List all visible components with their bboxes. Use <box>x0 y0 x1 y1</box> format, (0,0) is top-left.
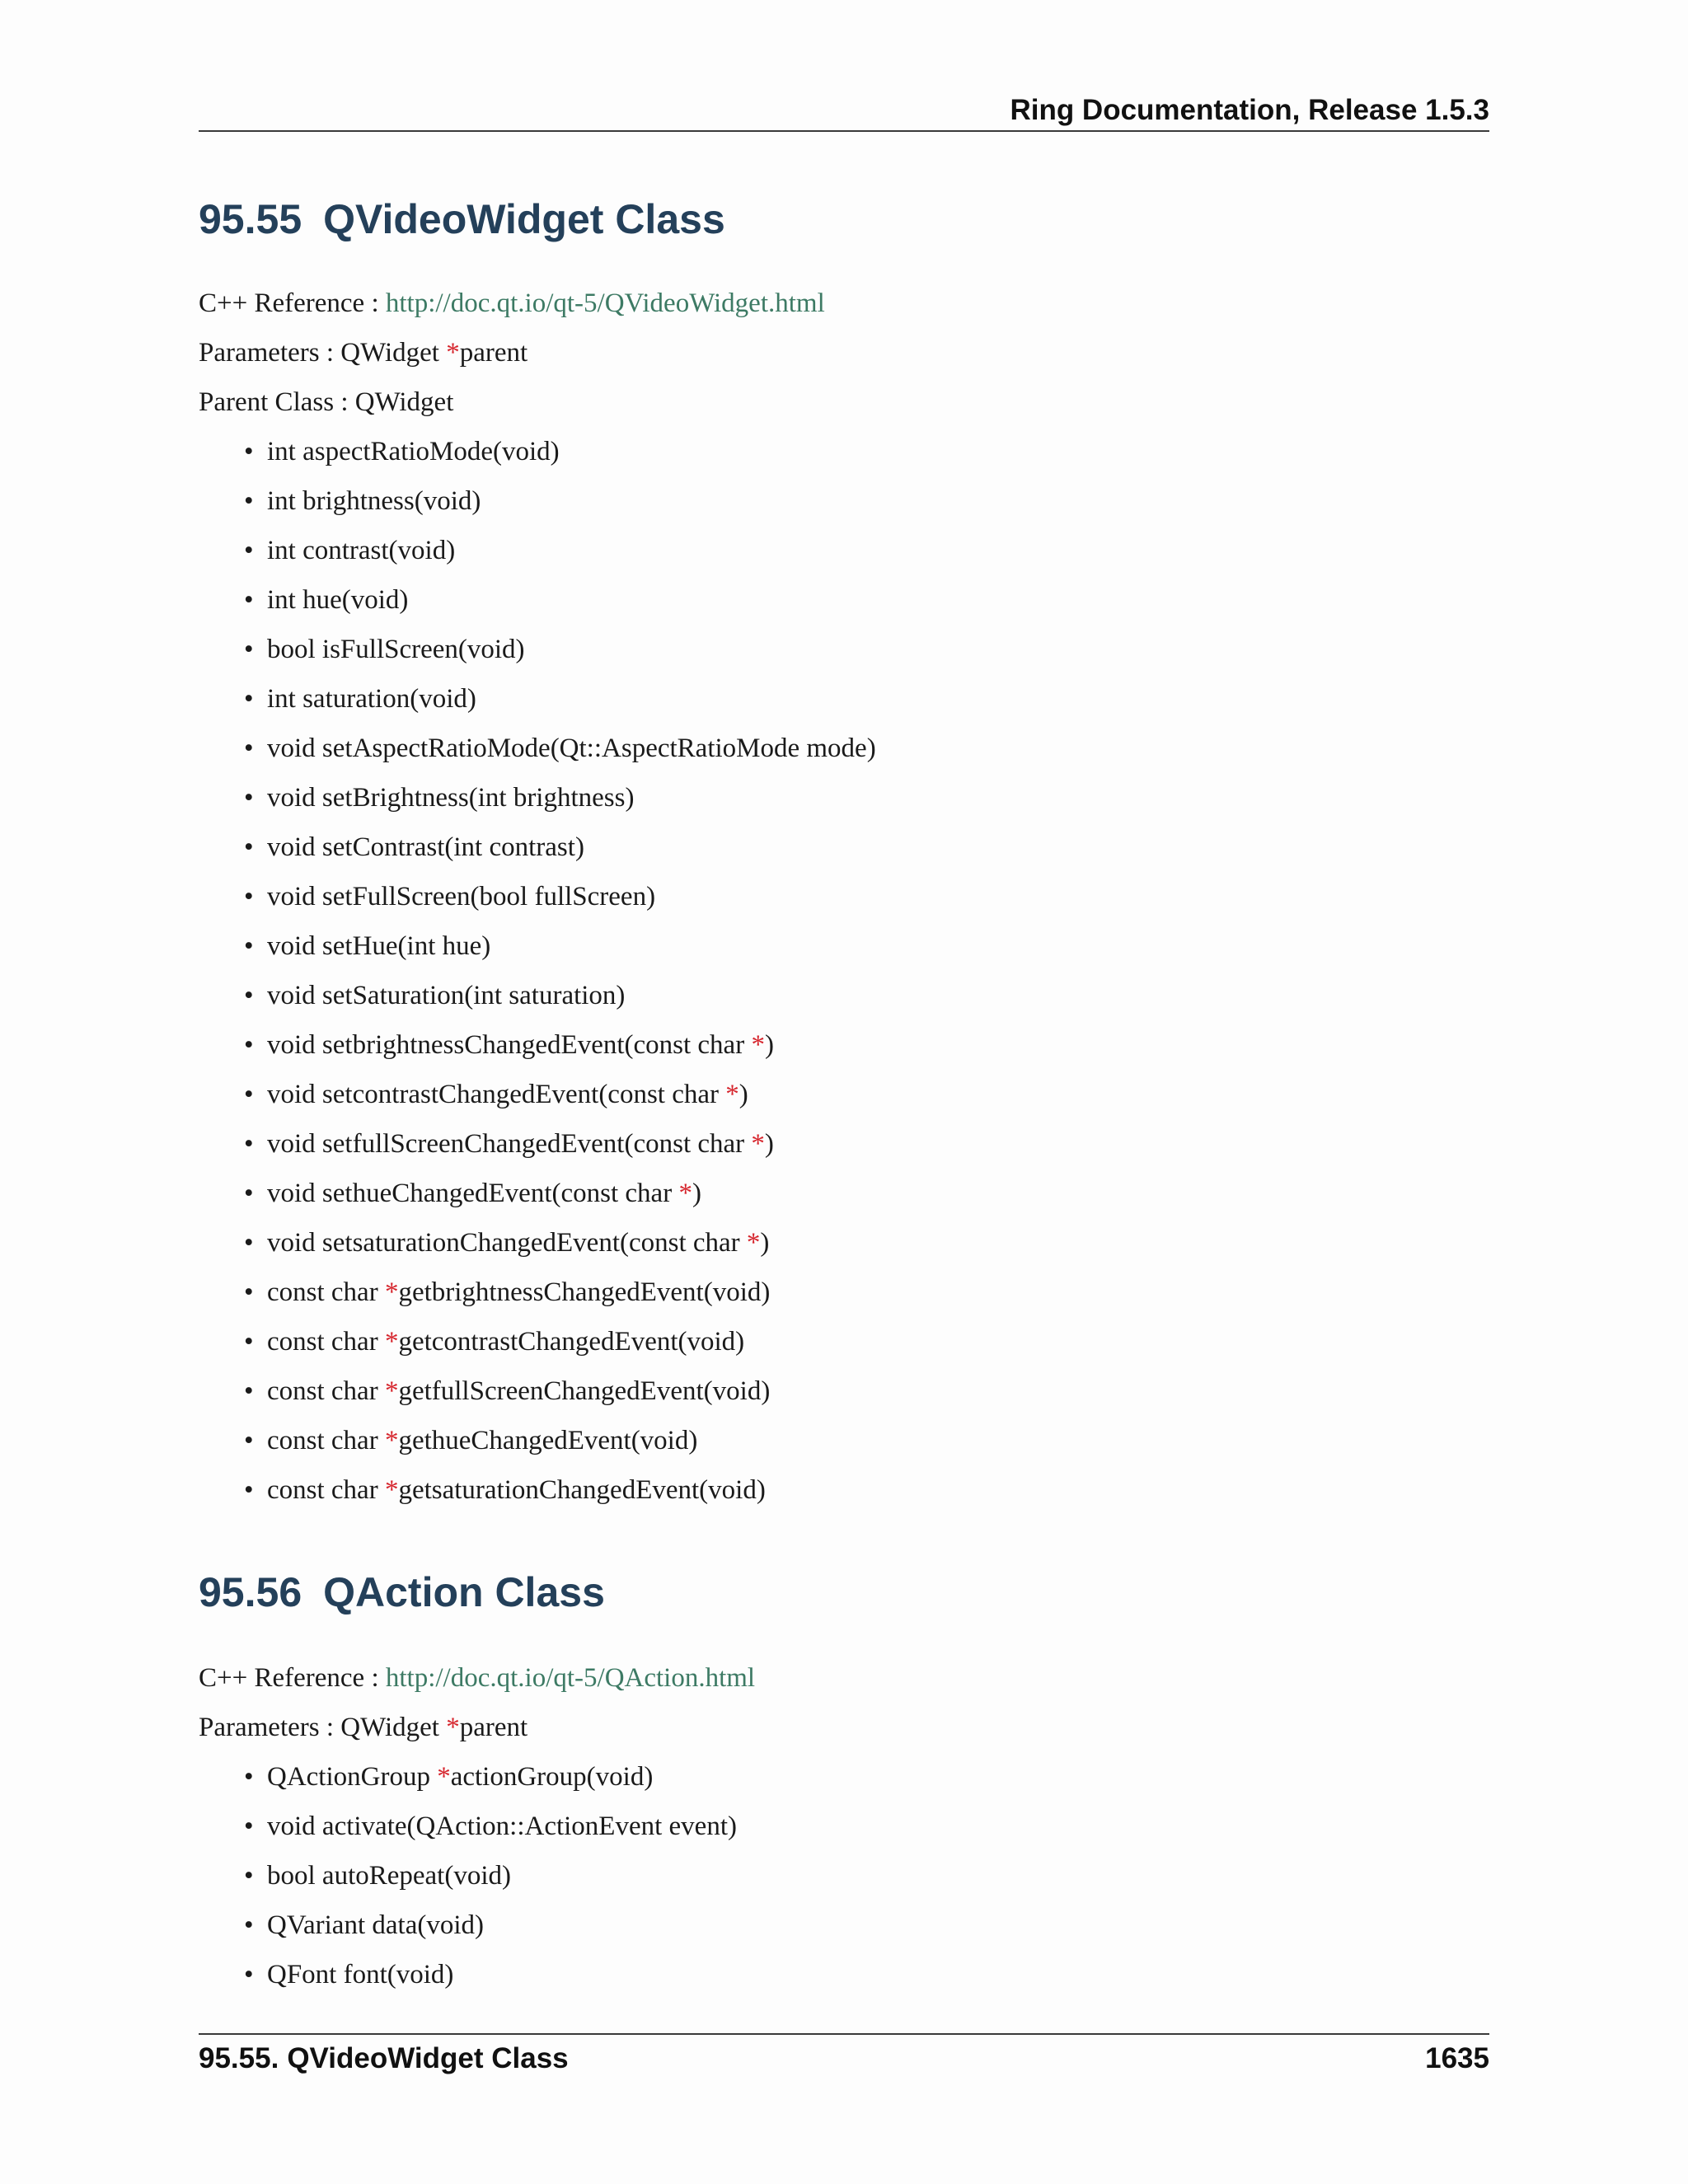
method-item <box>199 1078 876 1127</box>
parent-class-value: QWidget <box>354 387 454 417</box>
bullet-icon: • <box>244 536 254 565</box>
method-text: const char <box>267 1426 385 1455</box>
method-item <box>199 1859 737 1909</box>
method-text-suffix: ) <box>760 1228 770 1258</box>
bullet-icon: • <box>244 1861 254 1891</box>
method-list-qvideowidget <box>199 435 876 1523</box>
bullet-icon: • <box>244 882 254 912</box>
bullet-icon: • <box>244 1327 254 1357</box>
parent-class-line <box>199 386 453 419</box>
method-item <box>199 435 876 485</box>
cpp-reference-link[interactable]: http://doc.qt.io/qt-5/QAction.html <box>385 1663 756 1693</box>
method-text-suffix: ) <box>764 1129 774 1159</box>
pointer-asterisk: * <box>384 1426 399 1455</box>
pointer-asterisk: * <box>725 1080 739 1109</box>
cpp-reference-label: C++ Reference : <box>199 1663 386 1693</box>
method-text: int saturation(void) <box>267 684 476 714</box>
bullet-icon: • <box>244 585 254 615</box>
pointer-asterisk: * <box>384 1277 399 1307</box>
method-item <box>199 1276 876 1325</box>
method-item <box>199 485 876 534</box>
method-item <box>199 1375 876 1424</box>
method-text: QActionGroup <box>267 1762 438 1792</box>
section-heading-qvideowidget <box>199 194 725 244</box>
header-rule <box>199 130 1489 132</box>
method-item <box>199 732 876 781</box>
parameters-name: parent <box>459 1713 528 1742</box>
bullet-icon: • <box>244 981 254 1010</box>
parameters-type: QWidget <box>340 1713 447 1742</box>
method-text-suffix: getbrightnessChangedEvent(void) <box>398 1277 771 1307</box>
running-footer-section <box>199 2041 569 2077</box>
method-text-suffix: ) <box>692 1179 701 1208</box>
method-item <box>199 1760 737 1810</box>
bullet-icon: • <box>244 931 254 961</box>
method-text-suffix: getsaturationChangedEvent(void) <box>398 1475 766 1505</box>
method-text: void activate(QAction::ActionEvent event) <box>267 1811 737 1841</box>
pointer-asterisk: * <box>751 1129 765 1159</box>
method-list-qaction <box>199 1760 737 2008</box>
method-item <box>199 1958 737 2008</box>
method-text: void setBrightness(int brightness) <box>267 783 635 813</box>
method-text: void setSaturation(int saturation) <box>267 981 626 1010</box>
footer-section-number: 95.55. <box>199 2042 279 2074</box>
method-text: void setAspectRatioMode(Qt::AspectRatioMode mode) <box>267 733 876 763</box>
section-title: QVideoWidget Class <box>323 196 725 242</box>
method-text-suffix: ) <box>738 1080 748 1109</box>
method-item <box>199 880 876 930</box>
bullet-icon: • <box>244 1277 254 1307</box>
bullet-icon: • <box>244 832 254 862</box>
parameters-type: QWidget <box>340 338 447 368</box>
method-text: const char <box>267 1475 385 1505</box>
method-item <box>199 979 876 1029</box>
method-text: QVariant data(void) <box>267 1910 484 1940</box>
method-text: int hue(void) <box>267 585 409 615</box>
method-item <box>199 682 876 732</box>
bullet-icon: • <box>244 783 254 813</box>
method-item <box>199 1177 876 1226</box>
pointer-asterisk: * <box>384 1327 399 1357</box>
parameters-line <box>199 336 528 369</box>
pointer-asterisk: * <box>446 1713 460 1742</box>
cpp-reference-label: C++ Reference : <box>199 288 386 318</box>
bullet-icon: • <box>244 684 254 714</box>
bullet-icon: • <box>244 1376 254 1406</box>
running-header: Ring Documentation, Release 1.5.3 <box>1010 94 1489 126</box>
method-item <box>199 1127 876 1177</box>
section-number: 95.56 <box>199 1569 302 1615</box>
parameters-label: Parameters : <box>199 338 341 368</box>
method-text: void setsaturationChangedEvent(const char <box>267 1228 747 1258</box>
method-text-suffix: gethueChangedEvent(void) <box>398 1426 698 1455</box>
bullet-icon: • <box>244 1080 254 1109</box>
bullet-icon: • <box>244 1762 254 1792</box>
method-item <box>199 1810 737 1859</box>
method-text-suffix: getcontrastChangedEvent(void) <box>398 1327 745 1357</box>
method-text: void sethueChangedEvent(const char <box>267 1179 679 1208</box>
method-text: int aspectRatioMode(void) <box>267 437 560 466</box>
method-text-suffix: ) <box>764 1030 774 1060</box>
bullet-icon: • <box>244 486 254 516</box>
cpp-reference-line <box>199 1661 755 1694</box>
pointer-asterisk: * <box>384 1376 399 1406</box>
parameters-name: parent <box>459 338 528 368</box>
bullet-icon: • <box>244 1475 254 1505</box>
method-text: void setFullScreen(bool fullScreen) <box>267 882 656 912</box>
method-item <box>199 781 876 831</box>
bullet-icon: • <box>244 635 254 664</box>
bullet-icon: • <box>244 1426 254 1455</box>
section-title: QAction Class <box>323 1569 605 1615</box>
method-item <box>199 1029 876 1078</box>
footer-section-title: QVideoWidget Class <box>287 2042 569 2074</box>
bullet-icon: • <box>244 1129 254 1159</box>
method-item <box>199 583 876 633</box>
method-text: const char <box>267 1277 385 1307</box>
bullet-icon: • <box>244 1811 254 1841</box>
method-text: void setHue(int hue) <box>267 931 491 961</box>
section-number: 95.55 <box>199 196 302 242</box>
pointer-asterisk: * <box>384 1475 399 1505</box>
method-item <box>199 1474 876 1523</box>
bullet-icon: • <box>244 1910 254 1940</box>
bullet-icon: • <box>244 437 254 466</box>
bullet-icon: • <box>244 1228 254 1258</box>
method-item <box>199 633 876 682</box>
bullet-icon: • <box>244 1179 254 1208</box>
bullet-icon: • <box>244 1030 254 1060</box>
method-text: void setbrightnessChangedEvent(const char <box>267 1030 752 1060</box>
method-text: void setcontrastChangedEvent(const char <box>267 1080 726 1109</box>
method-text: bool isFullScreen(void) <box>267 635 525 664</box>
method-text: void setfullScreenChangedEvent(const char <box>267 1129 752 1159</box>
method-item <box>199 1424 876 1474</box>
page-number: 1635 <box>1425 2042 1489 2074</box>
pointer-asterisk: * <box>446 338 460 368</box>
method-text: QFont font(void) <box>267 1960 454 1990</box>
method-item <box>199 1325 876 1375</box>
pointer-asterisk: * <box>437 1762 451 1792</box>
cpp-reference-link[interactable]: http://doc.qt.io/qt-5/QVideoWidget.html <box>385 288 825 318</box>
parameters-label: Parameters : <box>199 1713 341 1742</box>
method-item <box>199 1226 876 1276</box>
method-text: const char <box>267 1327 385 1357</box>
method-text: const char <box>267 1376 385 1406</box>
parent-class-label: Parent Class : <box>199 387 355 417</box>
method-item <box>199 534 876 583</box>
pointer-asterisk: * <box>678 1179 692 1208</box>
method-text: bool autoRepeat(void) <box>267 1861 512 1891</box>
pointer-asterisk: * <box>751 1030 765 1060</box>
method-text: void setContrast(int contrast) <box>267 832 584 862</box>
parameters-line <box>199 1711 528 1744</box>
method-text-suffix: actionGroup(void) <box>450 1762 654 1792</box>
pointer-asterisk: * <box>746 1228 761 1258</box>
method-item <box>199 930 876 979</box>
bullet-icon: • <box>244 1960 254 1990</box>
method-text: int brightness(void) <box>267 486 481 516</box>
footer-rule <box>199 2033 1489 2035</box>
method-text: int contrast(void) <box>267 536 456 565</box>
method-item <box>199 831 876 880</box>
section-heading-qaction <box>199 1568 605 1617</box>
cpp-reference-line <box>199 287 825 320</box>
method-text-suffix: getfullScreenChangedEvent(void) <box>398 1376 771 1406</box>
bullet-icon: • <box>244 733 254 763</box>
method-item <box>199 1909 737 1958</box>
